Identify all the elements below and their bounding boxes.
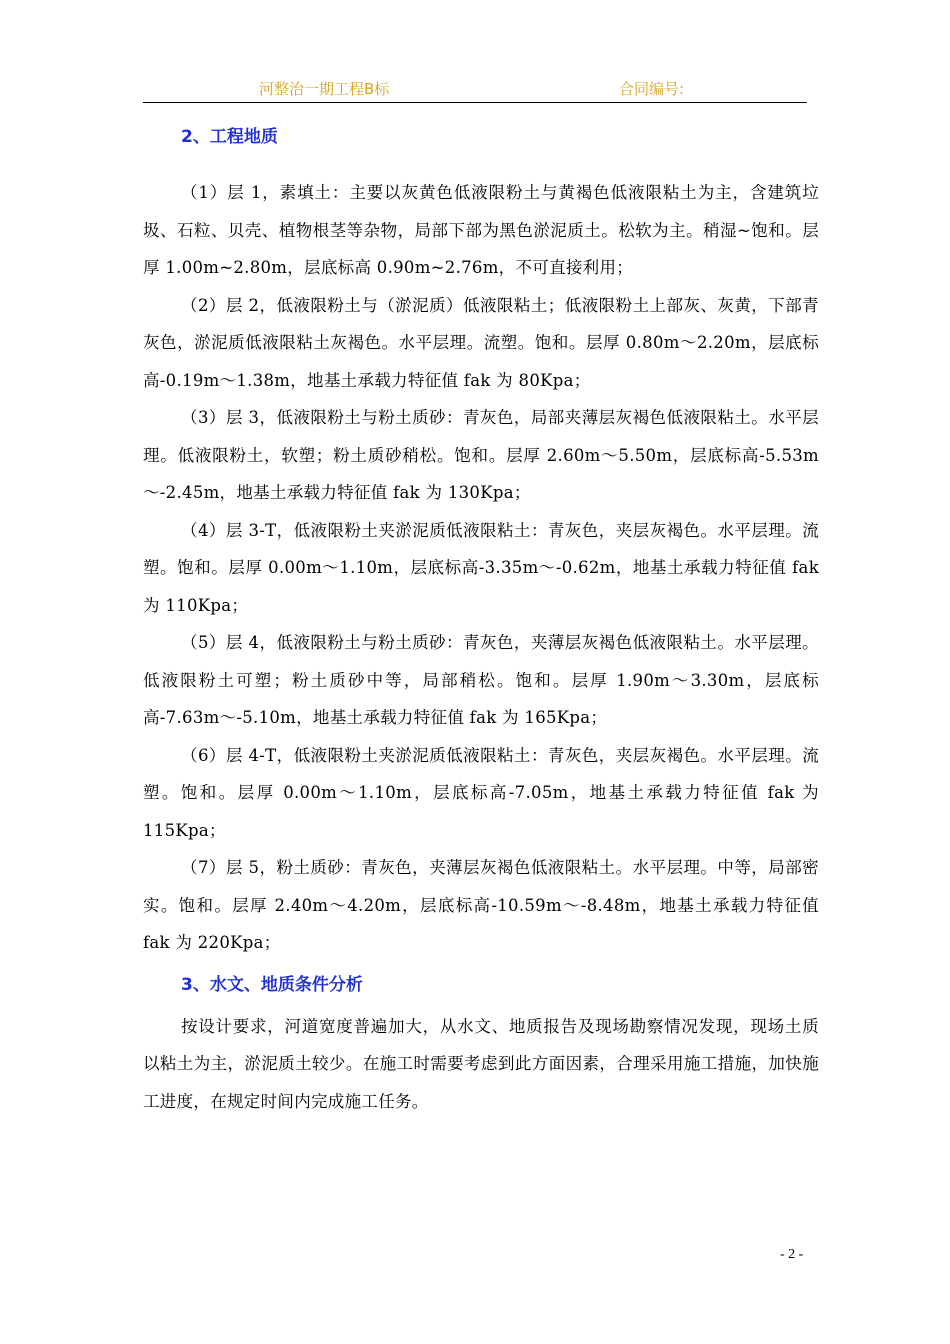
paragraph-layer-4t: （6）层 4-T，低液限粉土夹淤泥质低液限粘土：青灰色，夹层灰褐色。水平层理。流塑。饱和。层厚 0.00m～1.10m，层底标高-7.05m，地基土承载力特征值 fak 为 115Kpa； [143,745,819,840]
paragraph-layer-3t: （4）层 3-T，低液限粉土夹淤泥质低液限粘土：青灰色，夹层灰褐色。水平层理。流塑。饱和。层厚 0.00m～1.10m，层底标高-3.35m～-0.62m，地基土承载力特征值 fak 为 110Kpa； [143,520,819,615]
project-title: 河整治一期工程B标 [259,80,390,98]
paragraph-layer-5: （7）层 5，粉土质砂：青灰色，夹薄层灰褐色低液限粘土。水平层理。中等，局部密实。饱和。层厚 2.40m～4.20m，层底标高-10.59m～-8.48m，地基土承载力特征值 fak 为 220Kpa； [143,858,819,952]
page-number: - 2 - [780,1247,804,1262]
paragraph-layer-1: （1）层 1，素填土：主要以灰黄色低液限粉土与黄褐色低液限粘土为主，含建筑垃圾、石粒、贝壳、植物根茎等杂物，局部下部为黑色淤泥质土。松软为主。稍湿~饱和。层厚 1.00m~2.80m，层底标高 0.90m~2.76m，不可直接利用； [143,183,819,277]
paragraph-layer-2: （2）层 2，低液限粉土与（淤泥质）低液限粘土；低液限粉土上部灰、灰黄，下部青灰色，淤泥质低液限粘土灰褐色。水平层理。流塑。饱和。层厚 0.80m～2.20m，层底标高-0.19m～1.38m，地基土承载力特征值 fak 为 80Kpa； [143,295,819,390]
contract-number-label: 合同编号: [619,80,685,98]
page-header [143,76,807,103]
section-heading-hydrology-analysis: 3、水文、地质条件分析 [181,974,363,995]
paragraph-layer-3: （3）层 3，低液限粉土与粉土质砂：青灰色，局部夹薄层灰褐色低液限粘土。水平层理。低液限粉土，软塑；粉土质砂稍松。饱和。层厚 2.60m～5.50m，层底标高-5.53m～-2.45m，地基土承载力特征值 fak 为 130Kpa； [143,408,819,502]
document-body [143,118,819,1120]
paragraph-analysis: 按设计要求，河道宽度普遍加大，从水文、地质报告及现场勘察情况发现，现场土质以粘土为主，淤泥质土较少。在施工时需要考虑到此方面因素，合理采用施工措施，加快施工进度，在规定时间内完成施工任务。 [143,1016,819,1111]
paragraph-layer-4: （5）层 4，低液限粉土与粉土质砂：青灰色，夹薄层灰褐色低液限粘土。水平层理。低液限粉土可塑；粉土质砂中等，局部稍松。饱和。层厚 1.90m～3.30m，层底标高-7.63m～-5.10m，地基土承载力特征值 fak 为 165Kpa； [143,633,819,727]
section-heading-engineering-geology: 2、工程地质 [181,127,278,147]
